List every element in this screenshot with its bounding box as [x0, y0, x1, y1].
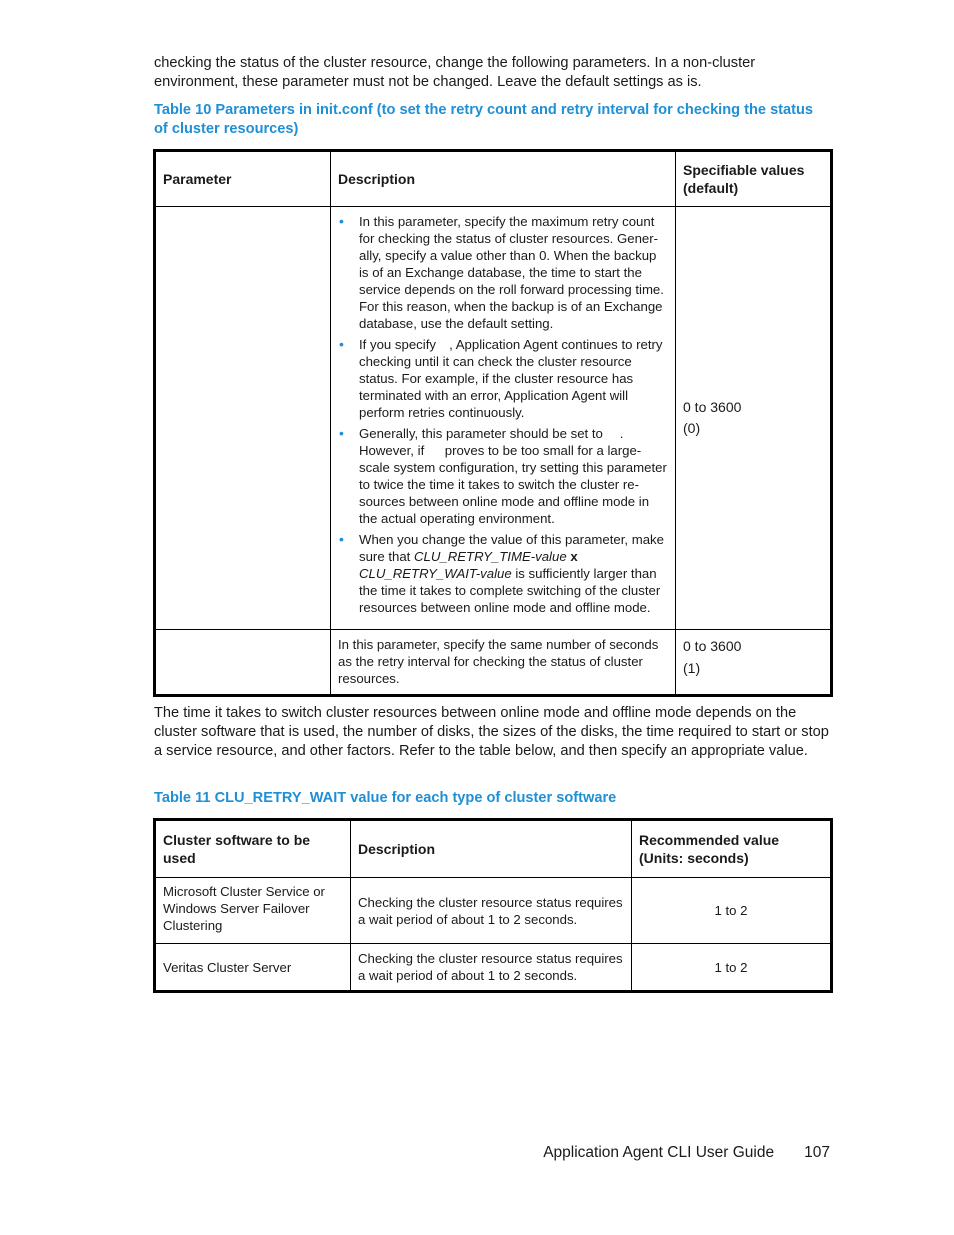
parameters-table — [153, 149, 833, 697]
default-value: (0) — [683, 420, 701, 436]
bullet-text: In this parameter, specify the maximum retry count for checking the status of cluster resources. Gener-ally, specify a value other than 0. When the backup is of an Exchange database, the time to start the service depends on the roll forward processing time. For this reason, when the backup is of an Exchange database, use the default setting. — [359, 214, 664, 331]
parameter-cell — [155, 630, 331, 696]
list-item — [338, 336, 668, 421]
description-cell: Checking the cluster resource status requires a wait period of about 1 to 2 seconds. — [351, 878, 632, 944]
intro-paragraph: checking the status of the cluster resource, change the following parameters. In a non-cluster environment, these parameter must not be changed. Leave the default settings as is. — [154, 55, 756, 91]
recommended-value-cell: 1 to 2 — [632, 944, 832, 992]
operator-x: x — [566, 549, 578, 564]
recommended-value-cell: 1 to 2 — [632, 878, 832, 944]
table-row — [155, 878, 832, 944]
values-cell — [676, 207, 832, 630]
list-item — [338, 213, 668, 332]
bullet-text: If you specify , Application Agent continues to retry checking until it can check the cluster resource status. For example, if the cluster resource has terminated with an error, Application Agent will perform retries continuously. — [359, 337, 663, 420]
table-11-caption: Table 11 CLU_RETRY_WAIT value for each type of cluster software — [154, 790, 617, 806]
bullet-icon: • — [339, 213, 344, 229]
value-range: 0 to 3600 — [683, 399, 742, 415]
values-cell — [676, 630, 832, 696]
middle-paragraph: The time it takes to switch cluster resources between online mode and offline mode depends on the cluster software that is used, the number of disks, the sizes of the disks, the time required to start or stop a service resource, and other factors. Refer to the table below, and then specify an appropriate value. — [154, 705, 829, 760]
description-cell: Checking the cluster resource status requires a wait period of about 1 to 2 seconds. — [351, 944, 632, 992]
default-value: (1) — [683, 660, 701, 676]
software-cell: Microsoft Cluster Service or Windows Server Failover Clustering — [155, 878, 351, 944]
page-number: 107 — [804, 1144, 830, 1161]
table-row — [155, 207, 832, 630]
parameter-cell — [155, 207, 331, 630]
bullet-list — [338, 213, 668, 616]
description-cell: In this parameter, specify the same number of seconds as the retry interval for checking the status of cluster resources. — [331, 630, 676, 696]
header-description: Description — [331, 151, 676, 207]
bullet-icon: • — [339, 336, 344, 352]
table-row — [155, 630, 832, 696]
header-parameter: Parameter — [155, 151, 331, 207]
table-row — [155, 944, 832, 992]
header-description: Description — [351, 820, 632, 878]
header-recommended-value: Recommended value (Units: seconds) — [632, 820, 832, 878]
cluster-software-table — [153, 818, 833, 993]
page-footer — [480, 1143, 830, 1163]
list-item — [338, 425, 668, 527]
bullet-icon: • — [339, 531, 344, 547]
footer-title: Application Agent CLI User Guide — [543, 1144, 775, 1161]
bullet-text-post: is sufficiently larger than the time it takes to complete switching of the cluster resources between online mode and offline mode. — [359, 566, 661, 615]
variable-retry-wait: CLU_RETRY_WAIT-value — [359, 566, 512, 581]
variable-retry-time: CLU_RETRY_TIME-value — [413, 549, 567, 564]
value-range: 0 to 3600 — [683, 638, 742, 654]
header-cluster-software: Cluster software to be used — [155, 820, 351, 878]
table-header-row — [155, 820, 832, 878]
table-10-caption: Table 10 Parameters in init.conf (to set the retry count and retry interval for checking the status of cluster resources) — [154, 102, 814, 138]
table-header-row — [155, 151, 832, 207]
bullet-icon: • — [339, 425, 344, 441]
software-cell: Veritas Cluster Server — [155, 944, 351, 992]
description-cell — [331, 207, 676, 630]
header-specifiable-values: Specifiable values (default) — [676, 151, 832, 207]
bullet-text-pre: When you change the value of this parameter, make sure that — [359, 532, 664, 564]
list-item — [338, 531, 668, 616]
bullet-text: Generally, this parameter should be set to . However, if proves to be too small for a large-scale system configuration, try setting this parameter to twice the time it takes to switch the cluster re-sources between online mode and offline mode in the actual operating environment. — [359, 426, 667, 526]
